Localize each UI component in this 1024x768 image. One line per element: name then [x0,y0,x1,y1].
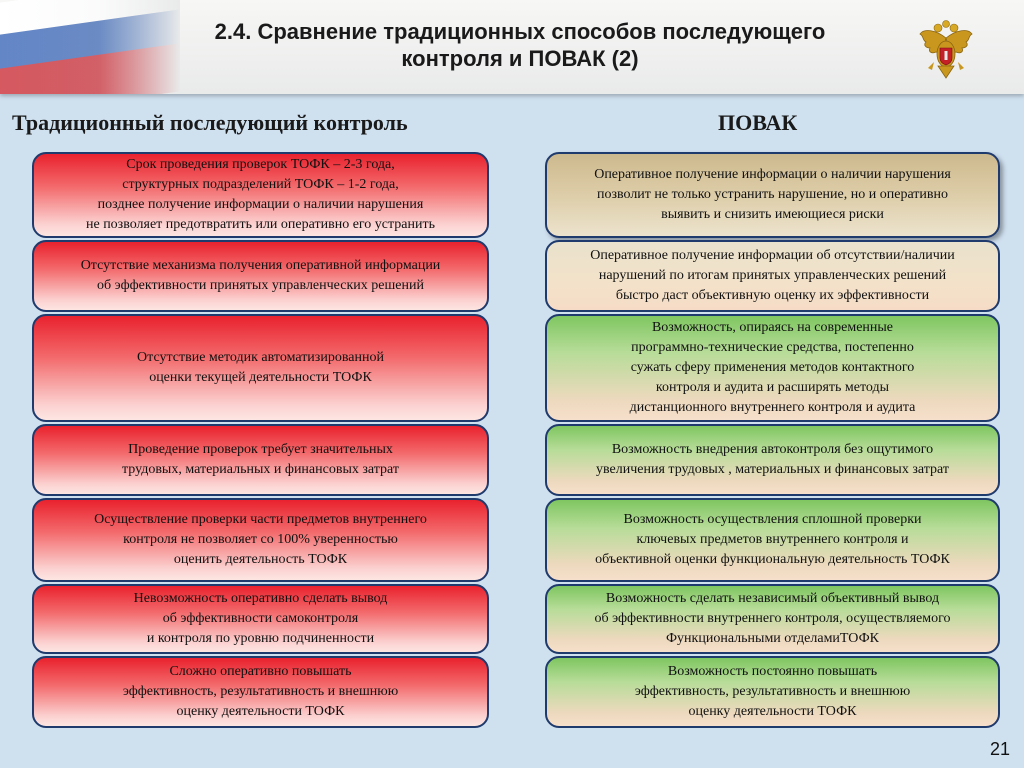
povak-item: Возможность постоянно повышать эффективность, результативность и внешнюю оценку деятельности ТОФК [545,656,1000,728]
traditional-item: Осуществление проверки части предметов внутреннего контроля не позволяет со 100% уверенностью оценить деятельность ТОФК [32,498,489,582]
traditional-item: Проведение проверок требует значительных трудовых, материальных и финансовых затрат [32,424,489,496]
traditional-item: Отсутствие механизма получения оперативной информации об эффективности принятых управленческих решений [32,240,489,312]
povak-item: Возможность осуществления сплошной проверки ключевых предметов внутреннего контроля и объективной оценки функциональную деятельность ТОФК [545,498,1000,582]
double-headed-eagle-emblem-icon [918,20,974,82]
slide-header [0,0,1024,94]
povak-item: Возможность сделать независимый объективный вывод об эффективности внутреннего контроля, осуществляемого Функциональными отделамиТОФК [545,584,1000,654]
povak-item: Возможность, опираясь на современные программно-технические средства, постепенно сужать сферу применения методов контактного контроля и аудита и расширять методы дистанционного внутреннего контроля и аудита [545,314,1000,422]
page-number: 21 [989,739,1010,759]
povak-item: Возможность внедрения автоконтроля без ощутимого увеличения трудовых , материальных и финансовых затрат [545,424,1000,496]
traditional-item: Невозможность оперативно сделать вывод об эффективности самоконтроля и контроля по уровню подчиненности [32,584,489,654]
traditional-item: Сложно оперативно повышать эффективность, результативность и внешнюю оценку деятельности ТОФК [32,656,489,728]
povak-item: Оперативное получение информации о наличии нарушения позволит не только устранить нарушение, но и оперативно выявить и снизить имеющиеся риски [545,152,1000,238]
traditional-item: Срок проведения проверок ТОФК – 2-3 года, структурных подразделений ТОФК – 1-2 года, позднее получение информации о наличии нарушения не позволяет предотвратить или оперативно его устранить [32,152,489,238]
slide-title: 2.4. Сравнение традиционных способов последующего контроля и ПОВАК (2) [214,19,826,71]
traditional-item: Отсутствие методик автоматизированной оценки текущей деятельности ТОФК [32,314,489,422]
povak-item: Оперативное получение информации об отсутствии/наличии нарушений по итогам принятых управленческих решений быстро даст объективную оценку их эффективности [545,240,1000,312]
right-column-heading: ПОВАК [718,110,798,135]
left-column-heading: Традиционный последующий контроль [12,110,408,135]
